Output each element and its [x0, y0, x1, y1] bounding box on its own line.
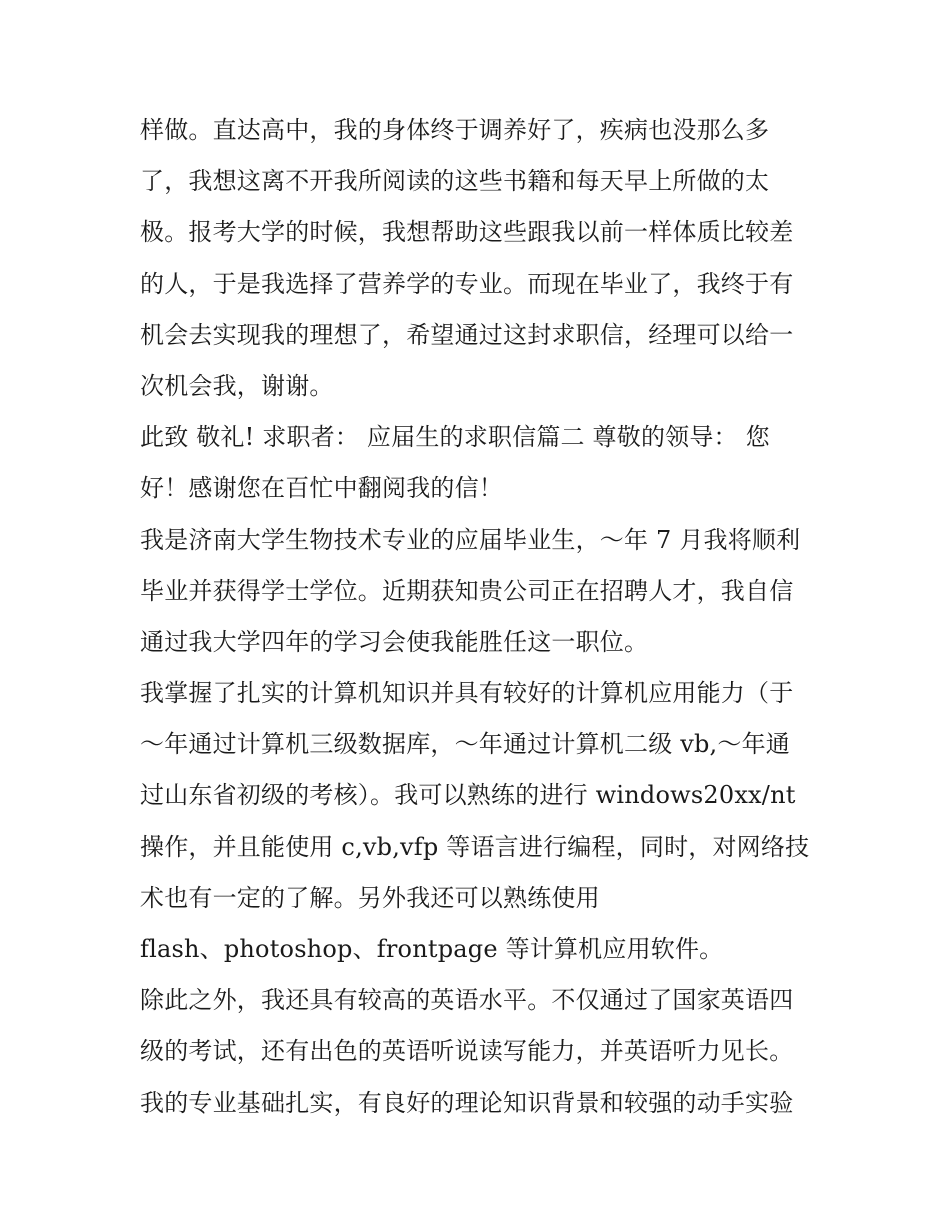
text-line: 样做。直达高中，我的身体终于调养好了，疾病也没那么多 — [140, 116, 770, 144]
text-line: 了，我想这离不开我所阅读的这些书籍和每天早上所做的太 — [140, 167, 770, 196]
text-line: 我的专业基础扎实，有良好的理论知识背景和较强的动手实验 — [140, 1088, 794, 1117]
text-line: 除此之外，我还具有较高的英语水平。不仅通过了国家英语四 — [140, 986, 794, 1015]
text-line: 此致 敬礼! 求职者： 应届生的求职信篇二 尊敬的领导： 您 — [140, 423, 770, 452]
text-line: ～年通过计算机三级数据库，～年通过计算机二级 vb,～年通 — [140, 730, 790, 759]
text-line: 过山东省初级的考核）。我可以熟练的进行 windows20xx/nt — [140, 781, 796, 810]
letter-body — [140, 105, 820, 1129]
text-line: 我掌握了扎实的计算机知识并具有较好的计算机应用能力（于 — [140, 679, 794, 708]
text-line: 次机会我，谢谢。 — [140, 371, 334, 400]
text-line: 毕业并获得学士学位。近期获知贵公司正在招聘人才，我自信 — [140, 576, 794, 605]
text-line: 好！感谢您在百忙中翻阅我的信！ — [140, 474, 503, 503]
text-line: 我是济南大学生物技术专业的应届毕业生，～年 7 月我将顺利 — [140, 525, 801, 554]
text-line: 操作，并且能使用 c,vb,vfp 等语言进行编程，同时，对网络技 — [140, 832, 810, 861]
text-line: 的人，于是我选择了营养学的专业。而现在毕业了，我终于有 — [140, 269, 794, 298]
text-line: flash、photoshop、frontpage 等计算机应用软件。 — [140, 935, 724, 963]
text-line: 机会去实现我的理想了，希望通过这封求职信，经理可以给一 — [140, 320, 794, 349]
text-line: 术也有一定的了解。另外我还可以熟练使用 — [140, 883, 600, 912]
text-line: 通过我大学四年的学习会使我能胜任这一职位。 — [140, 627, 649, 656]
text-line: 极。报考大学的时候，我想帮助这些跟我以前一样体质比较差 — [140, 218, 794, 247]
text-line: 级的考试，还有出色的英语听说读写能力，并英语听力见长。 — [140, 1037, 794, 1066]
